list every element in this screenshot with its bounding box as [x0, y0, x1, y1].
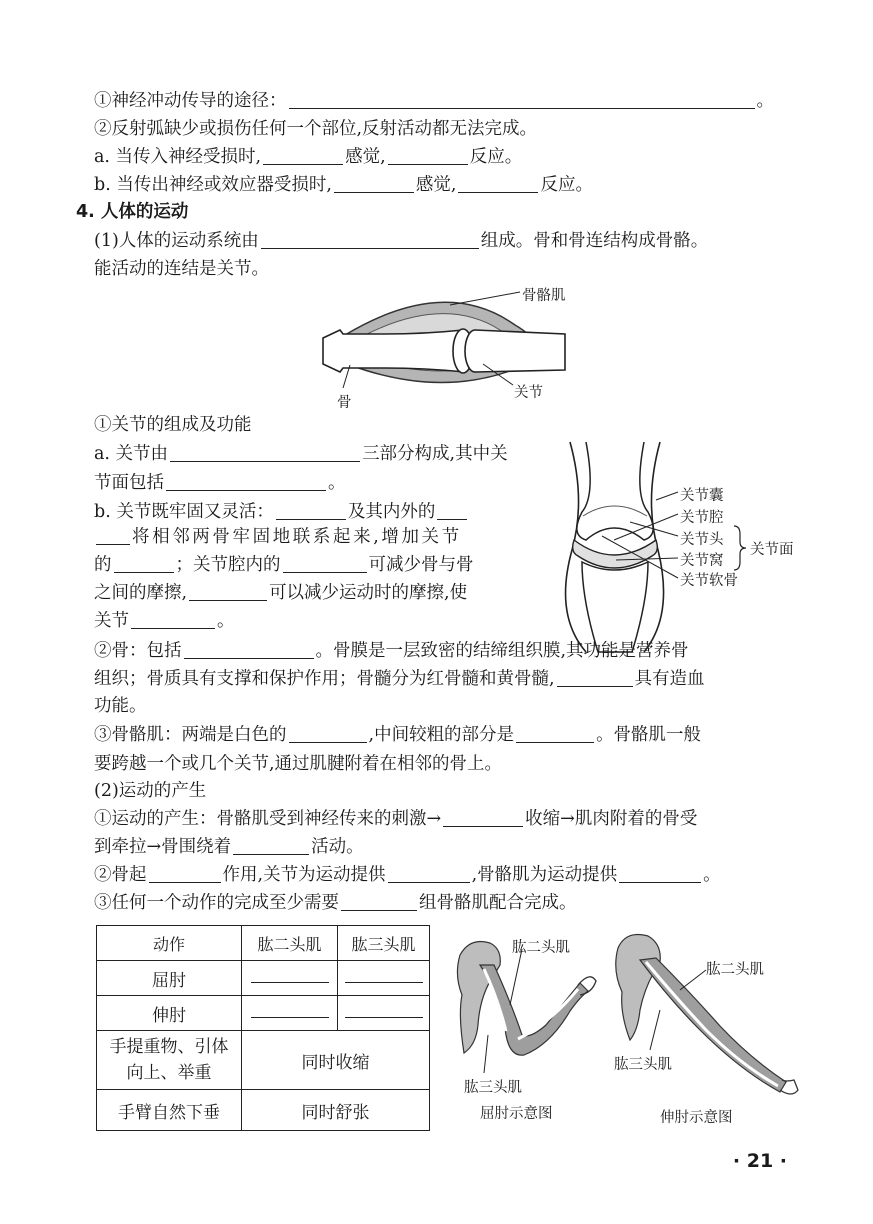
blank[interactable] — [289, 90, 755, 109]
blank[interactable] — [261, 230, 479, 249]
label-ext-biceps: 肱二头肌 — [706, 962, 764, 978]
line-joint-parts: a. 关节由 三部分构成,其中关 — [94, 444, 508, 464]
label-head: 关节头 — [680, 532, 724, 548]
line-motion-3: ②骨起 作用,关节为运动提供 ,骨骼肌为运动提供 。 — [94, 865, 721, 885]
label-cartilage: 关节软骨 — [680, 573, 738, 589]
answer-blank[interactable] — [338, 996, 430, 1031]
line-joint-friction: 之间的摩擦, 可以减少运动时的摩擦,使 — [94, 583, 468, 603]
line-motion-1: ①运动的产生：骨骼肌受到神经传来的刺激→ 收缩→肌肉附着的骨受 — [94, 809, 698, 829]
blank[interactable] — [170, 443, 360, 462]
blank[interactable] — [149, 864, 221, 883]
page-number: · 21 · — [732, 1150, 787, 1172]
row-state: 同时舒张 — [242, 1090, 430, 1131]
blank[interactable] — [233, 836, 309, 855]
blank[interactable] — [458, 174, 538, 193]
line-motion-4: ③任何一个动作的完成至少需要 组骨骼肌配合完成。 — [94, 893, 577, 913]
line-motion-title: (2)运动的产生 — [94, 781, 207, 801]
blank[interactable] — [443, 808, 523, 827]
line-joint-link: 将相邻两骨牢固地联系起来,增加关节 — [94, 522, 462, 552]
line-bone-marrow: 组织；骨质具有支撑和保护作用；骨髓分为红骨髓和黄骨髓, 具有造血 — [94, 669, 705, 689]
header-action: 动作 — [97, 926, 242, 961]
line-efferent: b. 当传出神经或效应器受损时, 感觉, 反应。 — [94, 175, 593, 195]
line-bone: ②骨：包括 。骨膜是一层致密的结缔组织膜,其功能是营养骨 — [94, 641, 689, 661]
row-action: 伸肘 — [97, 996, 242, 1031]
knee-joint-figure — [556, 440, 756, 655]
elbow-extension-figure — [610, 930, 800, 1105]
line-bone-function: 功能。 — [94, 696, 147, 716]
table-row — [97, 1090, 430, 1131]
blank[interactable] — [283, 554, 367, 573]
answer-blank[interactable] — [242, 996, 338, 1031]
row-action: 屈肘 — [97, 961, 242, 996]
table-row — [97, 996, 430, 1031]
table-header-row — [97, 926, 430, 961]
blank[interactable] — [276, 501, 346, 520]
line-muscle-tendon: 要跨越一个或几个关节,通过肌腱附着在相邻的骨上。 — [94, 754, 503, 774]
line-joint-title: ①关节的组成及功能 — [94, 415, 252, 435]
blank[interactable] — [263, 146, 343, 165]
line-joint-firm: b. 关节既牢固又灵活： 及其内外的 — [94, 497, 469, 527]
line-joint-def: 能活动的连结是关节。 — [94, 259, 269, 279]
label-cavity: 关节腔 — [680, 510, 724, 526]
label-flex-triceps: 肱三头肌 — [464, 1080, 522, 1096]
line-joint-surface: 节面包括 。 — [94, 473, 346, 493]
line-nerve-path: ①神经冲动传导的途径： 。 — [94, 91, 774, 111]
row-action: 手提重物、引体向上、举重 — [97, 1031, 242, 1090]
answer-blank[interactable] — [242, 961, 338, 996]
blank[interactable] — [557, 668, 633, 687]
blank[interactable] — [619, 864, 701, 883]
table-row — [97, 1031, 430, 1090]
blank[interactable] — [114, 554, 174, 573]
label-surface: 关节面 — [750, 542, 794, 558]
table-row — [97, 961, 430, 996]
blank[interactable] — [388, 146, 468, 165]
blank[interactable] — [388, 864, 470, 883]
blank[interactable] — [131, 610, 215, 629]
section-title: 4. 人体的运动 — [76, 202, 189, 222]
label-socket: 关节窝 — [680, 553, 724, 569]
line-motion-2: 到牵拉→骨围绕着 活动。 — [94, 837, 364, 857]
line-reflex-arc: ②反射弧缺少或损伤任何一个部位,反射活动都无法完成。 — [94, 119, 538, 139]
line-muscle: ③骨骼肌：两端是白色的 ,中间较粗的部分是 。骨骼肌一般 — [94, 725, 702, 745]
blank[interactable] — [516, 724, 594, 743]
answer-blank[interactable] — [338, 961, 430, 996]
header-triceps: 肱三头肌 — [338, 926, 430, 961]
muscle-action-table — [96, 925, 430, 1131]
line-joint-cavity: 的 ；关节腔内的 可减少骨与骨 — [94, 555, 474, 575]
blank[interactable] — [166, 472, 326, 491]
label-ext-triceps: 肱三头肌 — [614, 1057, 672, 1073]
blank[interactable] — [189, 582, 267, 601]
caption-flexion: 屈肘示意图 — [480, 1106, 553, 1122]
row-action: 手臂自然下垂 — [97, 1090, 242, 1131]
blank[interactable] — [96, 526, 130, 545]
line-joint-result: 关节 。 — [94, 611, 235, 631]
blank[interactable] — [341, 892, 417, 911]
label-bone: 骨 — [337, 395, 352, 411]
blank[interactable] — [334, 174, 414, 193]
header-biceps: 肱二头肌 — [242, 926, 338, 961]
blank[interactable] — [184, 640, 314, 659]
label-muscle: 骨骼肌 — [522, 288, 566, 304]
line-motion-system: (1)人体的运动系统由 组成。骨和骨连结构成骨骼。 — [94, 231, 709, 251]
caption-extension: 伸肘示意图 — [660, 1110, 733, 1126]
line-afferent: a. 当传入神经受损时, 感觉, 反应。 — [94, 147, 523, 167]
label-joint: 关节 — [514, 385, 543, 401]
label-flex-biceps: 肱二头肌 — [512, 940, 570, 956]
row-state: 同时收缩 — [242, 1031, 430, 1090]
blank[interactable] — [437, 501, 467, 520]
blank[interactable] — [289, 724, 367, 743]
label-capsule: 关节囊 — [680, 488, 724, 504]
